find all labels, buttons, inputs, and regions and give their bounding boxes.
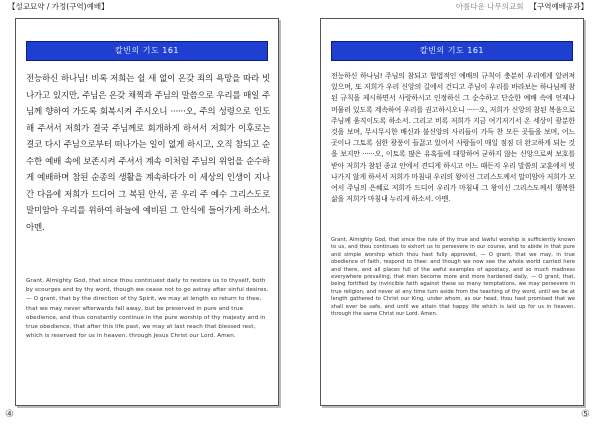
page-number: ⑤ xyxy=(581,409,590,420)
page-header xyxy=(456,2,588,12)
header-label: 【구역예배공과】 xyxy=(529,2,588,11)
page-number: ④ xyxy=(5,409,14,420)
prayer-title: 칼빈의 기도 161 xyxy=(331,41,573,61)
korean-prayer-text: 전능하신 하나님! 비록 저희는 쉴 새 없이 온갖 죄의 욕망을 따라 빗나가고 있지만, 주님은 온갖 채찍과 주님의 말씀으로 우리를 매일 주님께 향하여 가도록 회복시켜 주시오니 ······오, 주의 성령으로 인도해 주셔서 저희가 결국 주님께로 회개하게 하셔서 저희가 이후로는 결코 다시 주님으로부터 떠나가는 일이 없게 하시고, 오직 참되고 순수한 예배 속에 보존시켜 주셔서 계속 이처럼 주님의 위엄을 순수하게 예배하며 참된 순종의 생활을 계속하다가 이 세상의 인생이 지나간 다음에 저희가 드디어 그 복된 안식, 곧 우리 주 예수 그리스도로 말미암아 우리를 위하여 하늘에 예비된 그 안식에 들어가게 하소서. 아멘. xyxy=(26,74,270,233)
prayer-title: 칼빈의 기도 161 xyxy=(26,41,268,61)
header-label: 【설교묘약 / 가정(구역)예배】 xyxy=(8,2,109,11)
page-header xyxy=(8,2,109,12)
korean-prayer-text: 전능하신 하나님! 주님의 참되고 합법적인 예배의 규칙이 충분히 우리에게 알려져 있으며, 또 저희가 우리 신앙의 길에서 건디고 주님이 우리를 바라보는 하나님께 참된 규칙을 제시하면서 사랑하시고 인정하신 그 순수하고 단순한 예배 속에 언제나 머물러 있도록 계속하여 우리를 권고하시오니 ······오, 저희가 신앙의 참된 복음으로 주님께 움직이도록 하소서. 그리고 비록 저희가 지금 여기저기서 온 세상이 광분한 것을 보며, 무시무시한 배신과 불신앙의 사리들이 가득 찬 모든 곳들을 보며, 어느 곳이나 그토록 심한 광풍이 들끓고 있어서 사람들이 매일 점점 더 완고하게 되는 것을 보지만 ······오, 이토록 많은 유혹들에 대항하여 굳하지 않는 신앙으로써 보호를 받아 저희가 참된 종교 안에서 견디게 하시고 어느 때든지 우리 말씀의 교훈에서 빗나가지 않게 하셔서 저희가 마침내 우리의 왕이신 그리스도께서 말미암아 저희가 모여서 주님의 은혜로 저희가 드디어 우리가 마침내 그 왕이신 그리스도께서 행복한 삶을 저희가 마침내 누리게 하소서. 아멘. xyxy=(331,72,575,204)
church-name: 아름다운 나무의교회 xyxy=(455,2,524,11)
prayer-frame xyxy=(15,18,279,406)
english-prayer-text: Grant, Almighty God, that since the rule of thy true and lawful worship is sufficiently known to us, and thou continues to exhort us to persevere in our course, and to abide in that pure and simple worship which thou hast fully approved, — O grant, that we may, in true obedience of faith, respond to thee: and though we now see the whole world carried here and there, and all places full of the awful examples of apostacy, and so much madness everywhere prevailing, that men become more and more hardened daily, — O grant, that, being fortified by invincible faith against these so many temptations, we may persevere in true religion, and never at any time turn aside from the teaching of thy word, until we be at length gathered to Christ our King, under whom, as our head, thou hast promised that we shall ever be safe, and until we attain that happy life which is laid up for us in heaven, through the same Christ our Lord. Amen. xyxy=(331,237,575,318)
prayer-frame xyxy=(320,18,584,406)
english-prayer-text: Grant, Almighty God, that since thou continuest daily to restore us to thyself, both by scourges and by thy word, though we cease not to go astray after sinful desires. — O grant, that by the direction of thy Spirit, we may at length so return to thee, that we may never afterwards fall away, but be preserved in pure and true obedience, and thus constantly continue in the pure worship of thy majesty and in true obedience, that after this life past, we may at last reach that blessed rest, which is reserved for us in heaven, through Jesus Christ our Lord. Amen. xyxy=(26,278,269,340)
right-page xyxy=(300,0,600,424)
